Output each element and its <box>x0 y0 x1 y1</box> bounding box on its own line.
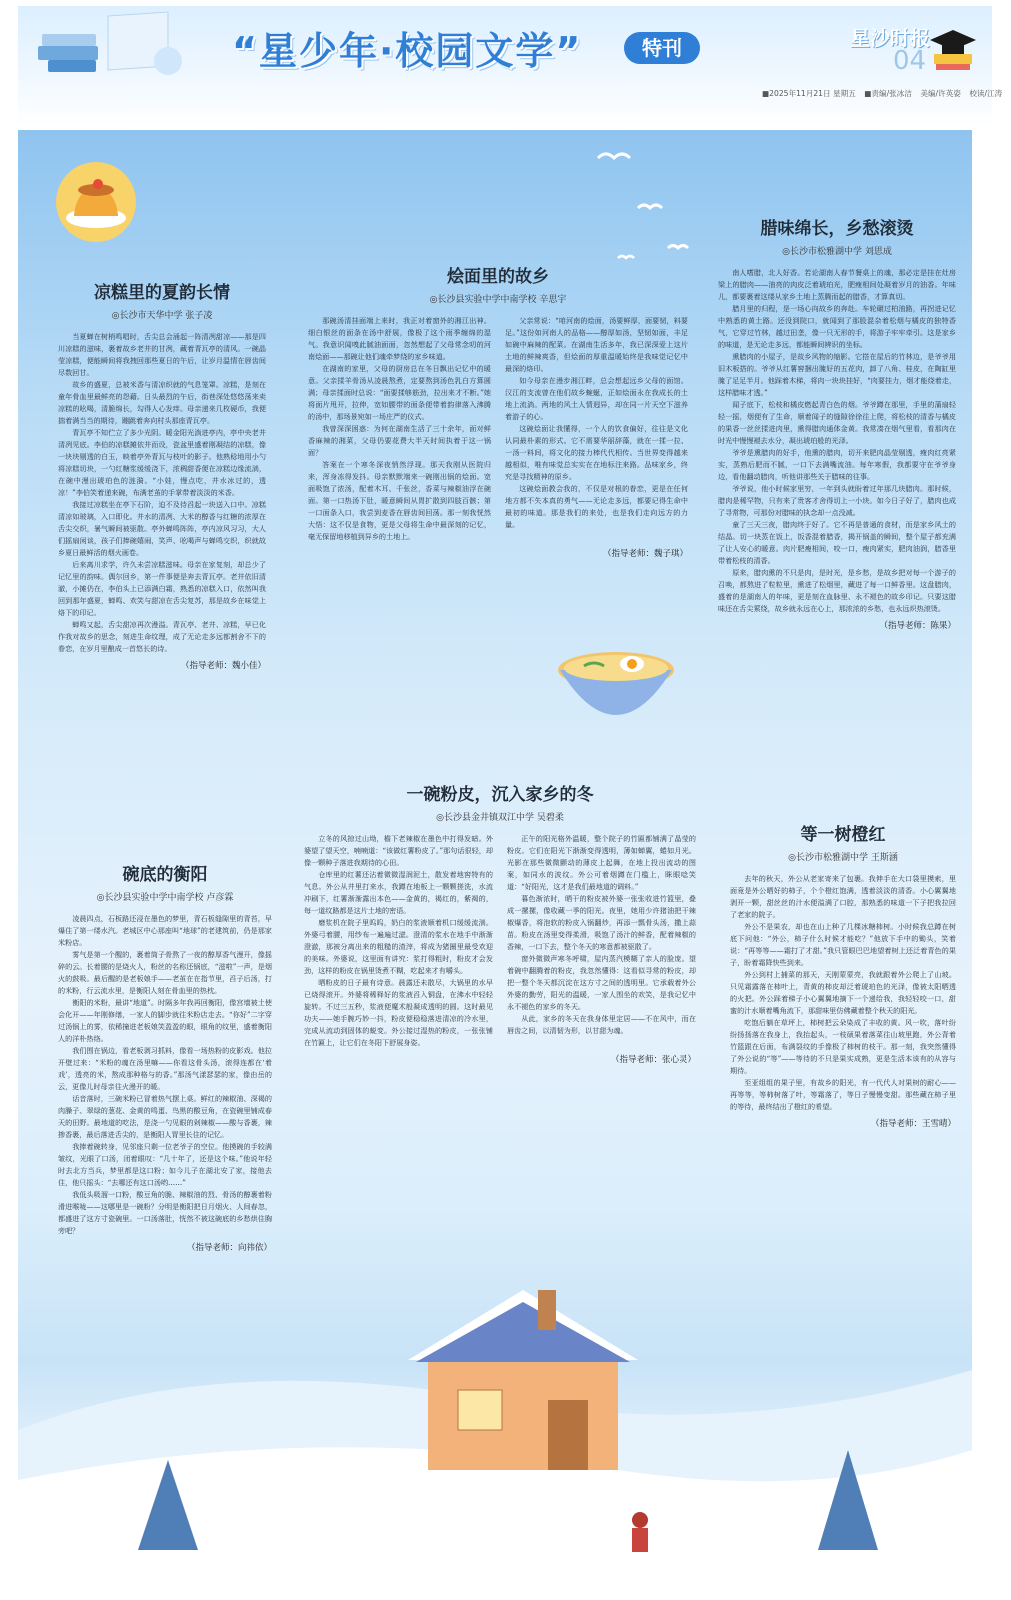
article-fenpi <box>304 780 696 1065</box>
article-hengyang <box>58 860 272 1253</box>
article-teacher: （指导老师：王雪晴） <box>870 1119 956 1129</box>
paragraph: 蝉鸣又起，舌尖甜凉再次漫溢。青瓦亭、老井、凉糕，早已化作我对故乡的思念，刻进生命纹理，成了无论走多远都割舍不下的眷恋，在岁月里酿成一首悠长的诗。 <box>58 620 266 653</box>
article-byline: ◎长沙县金井镇双江中学 吴碧柔 <box>436 813 564 823</box>
article-byline: ◎长沙县实验中学中南学校 辛思宇 <box>429 295 567 305</box>
paragraph: 从此，家乡的冬天在我身体里定居——不在风中，而在唇齿之间，以清韧为形，以甘甜为魂。 <box>507 1014 696 1035</box>
paragraph: 我们围在锅边，看老板剥习抓料，像看一场热粉的皮影戏。他拉开壁过来：“米粉的魂在汤里嘛——你看这骨头汤，滚得连都在‘着戏’，透亮的米，熬成那种格与的香。”那汤气漾瑟瑟的家，像由岳的云，更像儿时母亲往火漫开的暖。 <box>58 1046 272 1091</box>
article-body <box>58 331 266 655</box>
paragraph: 我接过凉糕坐在亭下石阶，迫不及待舀起一块送入口中。凉糕清凉如玻璃，入口即化。井水的清冽、大米的醇香与红糖的浓厚在舌尖交织，暑气瞬间被驱散。亭外蝉鸣阵阵，亭内凉风习习，大人们摇扇闲谈，孩子们捧碗嬉闹，笑声、吆喝声与蝉鸣交织，织就故乡夏日最鲜活的烟火画卷。 <box>58 500 266 557</box>
paragraph: 凌晨四点，石板路还浸在墨色的梦里，青石板缝隙里的青苔，早爆住了第一缕水汽。老城区中心那座叫“地球”的老建筑前，仍是那家米粉店。 <box>58 914 272 947</box>
paragraph: 熏腊肉的小屋子，是故乡风物的缩影。它搭在屋后的竹林边，是爷爷用旧木板搭的。爷爷从红薯窖捆出腌好的五花肉，卸了八角、桂皮，在陶缸里腌了足足半月。他踩着木梯，将肉一块块挂好，“肉要挂力，烟才能绕着走，这样腊味才透。” <box>718 352 956 397</box>
paragraph: 南人嗜腊，北人好香。若论湖南人春节餐桌上的魂，那必定是挂在灶房梁上的腊肉——油亮的肉皮泛着琥珀光，肥瘦相间处凝着岁月的油香。年味儿，都要裹着这缕从家乡土地上蒸腾而起的腊香，才算真切。 <box>718 268 956 301</box>
paragraph: 正午的阳光格外温暖，整个院子的竹匾都铺满了晶莹的粉皮。它们在阳光下渐渐变得透明，薄如蝉翼，蜷如月光。光影在那些微微颤动的薄皮上起舞，在地上投出流动的图案，如同水的波纹。外公可着烟蹲在门槛上，眯眼唸笑道：“好阳光，这才是我们最地道的调料。” <box>507 834 696 891</box>
article-teacher: （指导老师：魏小佳） <box>180 661 266 671</box>
editor: ■责编/张冰洁 <box>864 89 912 98</box>
paragraph: 窗外微微声寒冬呼啸，屋内蒸汽模糊了亲人的脸庞。望着碗中翻腾着的粉皮，我忽然懂得：这看似寻常的粉皮，却把一整个冬天都沉淀在这方寸之间的透明里。它承载着外公外婆的勤劳，阳光的温暖，一家人围坐的欢笑，是我记忆中永不褪色的家乡的冬天。 <box>507 954 696 1011</box>
paragraph: 青瓦亭不知伫立了多少光阴。暖金阳光淌进亭内，亭中央老井清冽见底。李伯的凉糕摊依井而设，瓷盆里盛着刚凝结的凉糕，像一块块剔透的白玉，映着亭外青瓦与枝叶的影子。他熟稔地用小勺将凉糕切块，一勺红糖浆缓缓浇下，浓稠甜香便在凉糕边缘流淌，在碗中漫出琥珀色的涟漪。“小娃，慢点吃，井水冰过的，透凉！”李伯笑着递来碗，布满老茧的手掌带着淡淡的米香。 <box>58 428 266 497</box>
article-lawei <box>718 214 956 631</box>
article-byline: ◎长沙县实验中学中南学校 卢彦霖 <box>96 893 234 903</box>
article-byline: ◎长沙市天华中学 张子凌 <box>111 311 213 321</box>
article-byline: ◎长沙市松雅湖中学 王斯涵 <box>788 853 898 863</box>
paragraph: 父亲常说：“咱河南的烩面，汤要鲜厚，面要韧，料要足。”这份如河南人的品格——醇厚如汤，坚韧如面，丰足如碗中麻辣的配菜。在湖南生活多年，我已深深爱上这片土地的鲜辣爽香，但烩面的厚重温暖始终是我味觉记忆中最深的烙印。 <box>505 316 688 373</box>
article-body <box>58 913 272 1237</box>
paragraph: 当夏蝉在树梢鸣唱时，舌尖总会涌起一阵清冽甜凉——那是四川凉糕的滋味，裹着故乡老井的甘冽，藏着青瓦亭的清风。一碗晶莹凉糕，便能瞬间将我拽回那些夏日的午后，让岁月温情在唇齿间尽数回甘。 <box>58 332 266 377</box>
article-title: 烩面里的故乡 <box>447 267 549 287</box>
content-area <box>18 130 972 1562</box>
masthead-title: “星少年·校园文学” <box>232 29 583 73</box>
paragraph: 闻子底下，松枝和橘皮燃起青白色的烟。爷爷蹲在那里，手里的蒲扇轻轻一摇，烟便有了生命，顺着闻子的缝隙徐徐往上爬，将松枝的清香与橘皮的果香一丝丝揉进肉里，熏得腊肉通体金黄。我常凑在烟气里看，看那肉在时光中慢慢褪去水分，凝出琥珀般的光泽。 <box>718 400 956 445</box>
article-byline: ◎长沙市松雅湖中学 刘思成 <box>782 247 892 257</box>
paper-name: 星沙时报 <box>850 26 930 50</box>
page-number: 04 <box>893 46 927 76</box>
paragraph: 爷爷说，他小时候家里穷，一年到头就盼着过年那几块腊肉。那时候，腊肉是稀罕物，只有来了贵客才舍得切上一小块。如今日子好了，腊肉也成了寻常物，可那份对腊味的执念却一点没减。 <box>718 484 956 517</box>
issue-date: ■2025年11月21日 星期五 <box>762 89 856 98</box>
article-title: 凉糕里的夏韵长情 <box>94 283 230 303</box>
paragraph: 暮色渐浓时，晒干的粉皮被外婆一张张收进竹篮里，叠成一摞摞，像收藏一季的阳光。夜里，她用少许猪油把干辣椒爆香，将泡软的粉皮入锅翻炒，再添一瓢骨头汤，撒上蒜苗。粉皮在汤里变得柔滑，吸饱了汤汁的鲜香，配着辣椒的香辣，一口下去，整个冬天的寒意都被驱散了。 <box>507 894 696 951</box>
paragraph: 故乡的盛夏，总被米香与清凉织就的气息笼罩。凉糕，是刻在童年骨血里最鲜亮的怨藉。日头最烈的午后，街巷深处悠悠荡来卖凉糕的吆喝，清脆绵长，勾得人心发痒。母亲递来几枚硬币，我便揣着满当当的期待，蹦跳着奔向村头那座青瓦亭。 <box>58 380 266 425</box>
masthead <box>18 6 1003 126</box>
article-title: 碗底的衡阳 <box>122 865 208 885</box>
winter-house-illustration-icon <box>18 1230 972 1562</box>
paragraph: 如今母亲在漫步湘江畔，总会想起远乡父母的面馆。汉江的支流曾在他们故乡蜿蜒，正如烩面永在我成长的土地上流淌。两地的风土人情迥异，却在同一片天空下滋养着游子的心。 <box>505 376 688 421</box>
noodle-bowl-icon <box>554 640 678 730</box>
paragraph: 这碗烩面教会我的，不仅是对根的眷恋，更是在任何地方都不失本真的勇气——无论走多远，都要记得生命中最初的味道。那是我们的来处，也是我们走向远方的力量。 <box>505 484 688 529</box>
paragraph: 这碗烩面让我懂得，一个人的饮食偏好，往往是文化认同最朴素的形式。它不需要华丽辞藻，就在一揉一拉、一汤一料间，将文化的接力棒代代相传。当世界变得越来越相似，唯有味觉总实实在在地标注来路。品味家乡，终究是寻找精神的原乡。 <box>505 424 688 481</box>
paragraph: 仓库里的红薯还沾着微微湿润泥土，散发着地窖特有的气息。外公从井里打来水，我蹲在地板上一颗颗搓洗，水流冲刷下，红薯渐渐露出本色——金黄的，褐红的，紫褐的，每一道纹路都是这片土地的密语。 <box>304 870 493 915</box>
paragraph: 原来，腊肉熏的不只是肉，是时光，是乡愁，是故乡把对每一个游子的召唤，都熬进了粒粒里，熏进了松烟里，藏进了每一口鲜香里。这盘腊肉，盛着的是湖南人的年味，更是刻在血脉里、永不褪色的故乡印记。只要这腊味还在舌尖萦绕，故乡就永远在心上，那浓浓的乡愁，也永远炽热滚烫。 <box>718 568 956 613</box>
article-teacher: （指导老师：向祎依） <box>186 1243 272 1253</box>
paragraph: 外公到村上捕菜的那天，天刚蒙蒙亮，我就跟着外公爬上了山坡。只见霜露落在柿叶上，青黄的柿皮却泛着琥珀色的光泽，像被太阳晒透的火把。外公踩着梯子小心翼翼地摘下一个递给我，我轻轻咬一口，甜蜜的汁水顺着嘴角流下，那甜味里仿佛藏着整个秋天的阳光。 <box>730 970 956 1015</box>
paragraph: 后来离川求学，许久未尝凉糕滋味。母亲在家复刻，却总少了记忆里的韵味。偶尔回乡，第一件事便是奔去青瓦亭。老井依旧清澈，小摊仍在，李伯头上已添满白霜，熟悉的凉糕入口，依然叫我回到那年盛夏，蝉鸣、欢笑与甜凉在舌尖复苏，那是故乡在味觉上烙下的印记。 <box>58 560 266 617</box>
proofreader: 校读/江涛 <box>969 89 1003 98</box>
article-title: 等一树橙红 <box>800 825 886 845</box>
paragraph: 立冬的风掠过山坳，檐下老辣椒在墨色中打得发暗。外婆望了望天空，喃喃道：“该做红薯粉皮了。”那句话很轻，却像一颗种子落进我期待的心田。 <box>304 834 493 867</box>
paragraph: 晒粉皮的日子最有诗意。晨露还未散尽，大锅里的水早已烧得滚开。外婆将稀释好的浆液舀入铜盘，在沸水中轻轻旋转。不过三五秒，浆液便魔术般凝成透明的圆。这时最见功夫——她手腕巧妙一抖，粉皮便稳稳落进清凉的冷水里，完成从流动到固体的蜕变。外公接过湿热的粉皮，一张张铺在竹匾上，让它们在冬阳下舒展身姿。 <box>304 978 493 1047</box>
paragraph: 腊月里的归程，是一场心向故乡的奔赴。车轮碾过柏油路，再拐进记忆中熟悉的黄土路。还没到院口，就闻到了那股混杂着松烟与橘皮的独特香气，它穿过竹林，越过田垄，像一只无形的手，将游子牢牢牵引。这是家乡的味道，是无论走多远，都能瞬间辨识的坐标。 <box>718 304 956 349</box>
issue-meta <box>762 88 1008 99</box>
article-teacher: （指导老师：陈果） <box>879 621 956 631</box>
article-body <box>730 873 956 1113</box>
paragraph: 我捧着碗转身，见邻座只剩一位老爷子的空位。他摸碗的手较满皱纹，光眼了口汤，闭着眼叹：“几十年了，还是这个味。”他说年轻时去北方当兵，梦里都是这口粉；如今儿子在湖北安了家，接他去住，他只摇头：“去哪还有这口汤哟……” <box>58 1142 272 1187</box>
article-teacher: （指导老师：魏子琪） <box>602 549 688 559</box>
paragraph: 吃饱后躺在草坪上，柿树把云朵染成了丰收的黄。风一吹，落叶纷纷扬扬落在我身上，我抬起头，一枝硕果着落菜往山坡里跑，外公背着竹篮跟在后面，布满裂纹的手像极了柿树的枝干。那一刻，我突然懂得了外公说的“等”——等待的不只是果实成熟，更是生活本该有的从容与期待。 <box>730 1018 956 1075</box>
paragraph: 我曾深深困惑：为何在湖南生活了三十余年，面对鲜香麻辣的湘菜，父母仍要花费大半天时间执着于这一锅面？ <box>308 424 491 457</box>
special-issue-badge: 特刊 <box>624 32 700 64</box>
paragraph: 磨浆机在院子里呜呜，奶白的浆液顺着机口缓缓流淌。外婆弓着腰，用纱布一遍遍过滤。澄清的浆水在地手中渐渐澄澈，那被分离出来的粗糙的渣滓，将成为猪圈里最受欢迎的美味。外婆说，这里面有讲究：浆打得粗时，粉皮才会发劲，这样的粉皮在锅里烫煮不糊，吃起来才有嚼头。 <box>304 918 493 975</box>
paragraph: 雾气是第一个醒的，裹着筒子骨熬了一夜的醇厚香气漫开，像摇碎的云。长着腰的是烧火人，粉丝的名称还锅底，“滋啦”一声，是烟火的鼓吸。最后醒的是老板娘手——老茧在在指节里，舀子后汤，打的米粉，行云流水里，是衡阳人刻在骨血里的热枕。 <box>58 950 272 995</box>
paragraph: 话音落时，三碗米粉已冒着热气摆上桌。鲜红的辣椒油、深褐的肉臊子、翠绿的葱花、金黄的鸣蛋、鸟黑的酸豆角，在瓷碗里铺成春天的田野。最地道的吃法，是浇一勺见眼的剁辣椒——酸与香裹，辣掺香裹，最后落进舌尖的，是衡阳人胃里长住的记忆。 <box>58 1094 272 1139</box>
paragraph: 我低头吸溜一口粉，酸豆角的脆、辣椒油的烈、骨汤的醇裹着粉滑进喉咙——这哪里是一碗粉？分明是衡阳把日月烟火、人间春忽，都盛进了这方寸瓷碗里。一口汤落肚，恍然不被这碗底的乡愁烘住胸旁吧？ <box>58 1190 272 1235</box>
article-liangao <box>58 278 266 671</box>
article-body <box>718 267 956 615</box>
paragraph: 至亚组组的果子里，有故乡的阳光，有一代代人对果树的耐心——再等等，等柿树落了叶，等霜落了，等日子慢慢变甜。那些藏在柿子里的等待，最终结出了橙红的希望。 <box>730 1078 956 1111</box>
books-decoration-icon <box>18 6 198 106</box>
article-body <box>308 315 688 543</box>
paragraph: 在湖南的家里，父母的厨房总在冬日飘出记忆中的暖意。父亲揉羊骨汤从凌晨熬煮，定要熬到汤色乳白方算圆满；母亲揉面时总说：“面要揉够筋劲，拉出来才不断。”她将面片甩开，拉伸，宽如腰带的面条便带着韵律落入沸腾的汤中，那场景宛如一场庄严的仪式。 <box>308 364 491 421</box>
paragraph: 答案在一个寒冬深夜悄然浮现。那天我刚从医院归来，浑身冻得发抖。母亲默默端来一碗刚出锅的烩面。宽面吸饱了浓汤，配着木耳、千张丝，香菜与辣椒油浮在碗面。第一口热汤下肚，暖意瞬间从胃扩散到四肢百骸；第一口面条入口，我尝到麦香在唇齿间回荡。那一刻我恍然大悟：这不仅是食物，更是父母将生命中最深刻的记忆，毫无保留地移植到异乡的土地上。 <box>308 460 491 541</box>
paragraph: 童了三天三夜，腊肉终于好了。它不再是普通的食材，而是家乡风土的结晶。切一块蒸在饭上，饭香混着腊香，揭开锅盖的瞬间，整个屋子都充满了让人安心的暖意。肉片肥瘦相间，咬一口，瘦肉紧实，肥肉油润，腊香里带着松枝的清香。 <box>718 520 956 565</box>
paragraph: 去年的秋天，外公从老家寄来了包裹。我伸手在大口袋里摸索，里面竟是外公晒好的柿子，个个橙红饱满，透着淡淡的清香。小心翼翼地剥开一颗，甜丝丝的汁水便溢满了口腔，那熟悉的味道一下子把我拉回了老家的院子。 <box>730 874 956 919</box>
paragraph: 爷爷是熏腊肉的好手，他熏的腊肉，切开来肥肉晶莹剔透，瘦肉红亮紧实，蒸熟后肥而不腻，一口下去满嘴流油。每年寒假，我都要守在爷爷身边，看他翻动腊肉，听他讲那些关于腊味的往事。 <box>718 448 956 481</box>
pudding-illustration-icon <box>54 160 138 244</box>
article-teacher: （指导老师：张心灵） <box>610 1055 696 1065</box>
designer: 美编/许英姿 <box>920 89 961 98</box>
paragraph: 那碗汤清挂面端上来时，我正对着窗外的湘江出神。细白银丝的面条在汤中舒展，像极了这个雨季缠绵的湿气。我意识闻嗅此腻油面面，忽然想起了父母常念叨的河南烩面——那碗让他们魂牵梦绕的家乡味道。 <box>308 316 491 361</box>
paragraph: 外公不是果农，却也在山上种了几棵冰糖柿树。小时候我总蹲在树底下问他：“外公，柿子什么时候才能吃？”他放下手中的锄头，笑着说：“再等等——霜打了才甜。”我只管眼巴巴地望着树上还泛着青色的果子，盼着霜降快些到来。 <box>730 922 956 967</box>
graduation-cap-icon <box>928 24 978 74</box>
article-chenghong <box>730 820 956 1129</box>
article-huimian <box>308 262 688 559</box>
article-title: 一碗粉皮，沉入家乡的冬 <box>406 785 594 805</box>
article-body <box>304 833 696 1049</box>
paragraph: 衡阳的米粉，最讲“地道”。时隔多年我再回衡阳，像宫墙被土使会化开——年刚修缮，一家人的脚步就往米粉店走去。“你好”二字穿过汤锅上的雾，依稀撞进老板娘笑盈盈的眼，眼角的纹里，盛着衡阳人的洋朴热络。 <box>58 998 272 1043</box>
article-title: 腊味绵长，乡愁滚烫 <box>760 219 914 239</box>
